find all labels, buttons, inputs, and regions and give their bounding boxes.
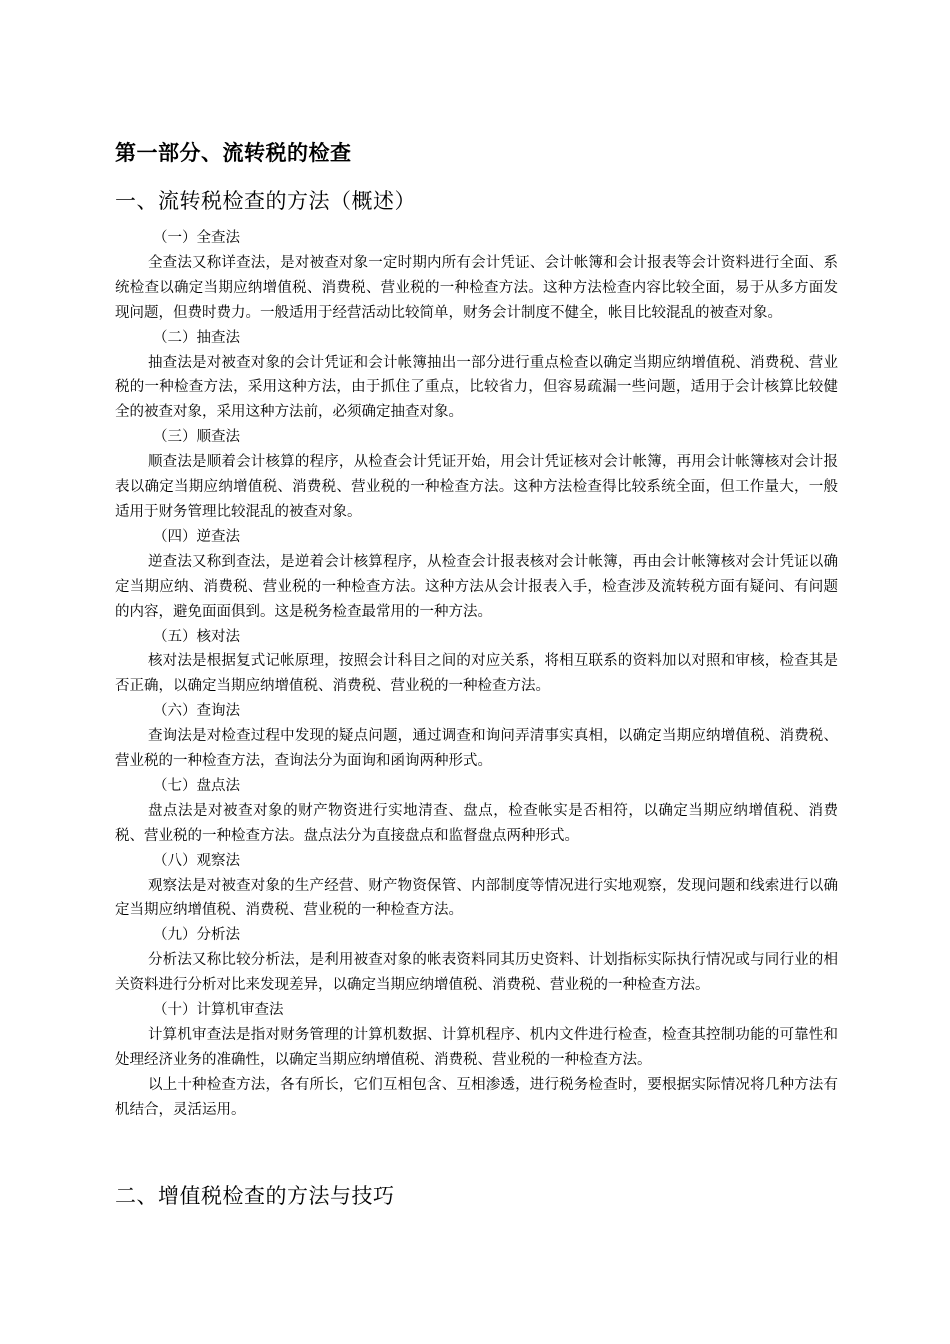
method-4 xyxy=(115,525,838,625)
method-body: 查询法是对检查过程中发现的疑点问题，通过调查和询问弄清事实真相，以确定当期应纳增值税、消费税、营业税的一种检查方法，查询法分为面询和函询两种形式。 xyxy=(115,728,838,770)
method-10 xyxy=(115,998,838,1073)
method-2 xyxy=(115,326,838,426)
method-heading: （三）顺查法 xyxy=(153,429,240,446)
method-heading: （六）查询法 xyxy=(153,703,240,720)
part-title: 第一部分、流转税的检查 xyxy=(115,140,352,165)
method-6 xyxy=(115,699,838,774)
method-8 xyxy=(115,849,838,924)
method-body: 全查法又称详查法，是对被查对象一定时期内所有会计凭证、会计帐簿和会计报表等会计资料进行全面、系统检查以确定当期应纳增值税、消费税、营业税的一种检查方法。这种方法检查内容比较全面，易于从多方面发现问题，但费时费力。一般适用于经营活动比较简单，财务会计制度不健全，帐目比较混乱的被查对象。 xyxy=(115,254,838,321)
section-title-2: 二、增值税检查的方法与技巧 xyxy=(115,1184,395,1208)
method-7 xyxy=(115,774,838,849)
method-3 xyxy=(115,425,838,525)
method-body: 分析法又称比较分析法，是利用被查对象的帐表资料同其历史资料、计划指标实际执行情况或与同行业的相关资料进行分析对比来发现差异，以确定当期应纳增值税、消费税、营业税的一种检查方法。 xyxy=(115,952,838,994)
method-body: 抽查法是对被查对象的会计凭证和会计帐簿抽出一部分进行重点检查以确定当期应纳增值税、消费税、营业税的一种检查方法，采用这种方法，由于抓住了重点，比较省力，但容易疏漏一些问题，适用于会计核算比较健全的被查对象，采用这种方法前，必须确定抽查对象。 xyxy=(115,354,838,421)
method-heading: （五）核对法 xyxy=(153,628,240,645)
method-5 xyxy=(115,625,838,700)
method-heading: （一）全查法 xyxy=(153,230,240,246)
method-body: 核对法是根据复式记帐原理，按照会计科目之间的对应关系，将相互联系的资料加以对照和审核，检查其是否正确，以确定当期应纳增值税、消费税、营业税的一种检查方法。 xyxy=(115,653,838,695)
method-heading: （七）盘点法 xyxy=(153,777,240,794)
method-body: 逆查法又称到查法，是逆着会计核算程序，从检查会计报表核对会计帐簿，再由会计帐簿核对会计凭证以确定当期应纳、消费税、营业税的一种检查方法。这种方法从会计报表入手，检查涉及流转税方面有疑问、有问题的内容，避免面面俱到。这是税务检查最常用的一种方法。 xyxy=(115,553,838,620)
method-heading: （八）观察法 xyxy=(153,852,240,869)
method-9 xyxy=(115,923,838,998)
method-heading: （九）分析法 xyxy=(153,927,240,944)
method-body: 顺查法是顺着会计核算的程序，从检查会计凭证开始，用会计凭证核对会计帐簿，再用会计帐簿核对会计报表以确定当期应纳增值税、消费税、营业税的一种检查方法。这种方法检查得比较系统全面，但工作量大，一般适用于财务管理比较混乱的被查对象。 xyxy=(115,454,838,520)
method-body: 观察法是对被查对象的生产经营、财产物资保管、内部制度等情况进行实地观察，发现问题和线索进行以确定当期应纳增值税、消费税、营业税的一种检查方法。 xyxy=(115,877,838,919)
method-heading: （四）逆查法 xyxy=(153,528,240,545)
method-heading: （十）计算机审查法 xyxy=(153,1002,284,1019)
methods-content xyxy=(115,226,838,1123)
method-body: 盘点法是对被查对象的财产物资进行实地清查、盘点，检查帐实是否相符，以确定当期应纳增值税、消费税、营业税的一种检查方法。盘点法分为直接盘点和监督盘点两种形式。 xyxy=(115,802,838,844)
method-heading: （二）抽查法 xyxy=(153,329,240,346)
method-body: 计算机审查法是指对财务管理的计算机数据、计算机程序、机内文件进行检查，检查其控制功能的可靠性和处理经济业务的准确性，以确定当期应纳增值税、消费税、营业税的一种检查方法。 xyxy=(115,1027,838,1068)
section-title-1: 一、流转税检查的方法（概述） xyxy=(115,189,416,213)
summary-paragraph: 以上十种检查方法，各有所长，它们互相包含、互相渗透，进行税务检查时，要根据实际情况将几种方法有机结合，灵活运用。 xyxy=(115,1076,838,1118)
method-1 xyxy=(115,226,838,326)
